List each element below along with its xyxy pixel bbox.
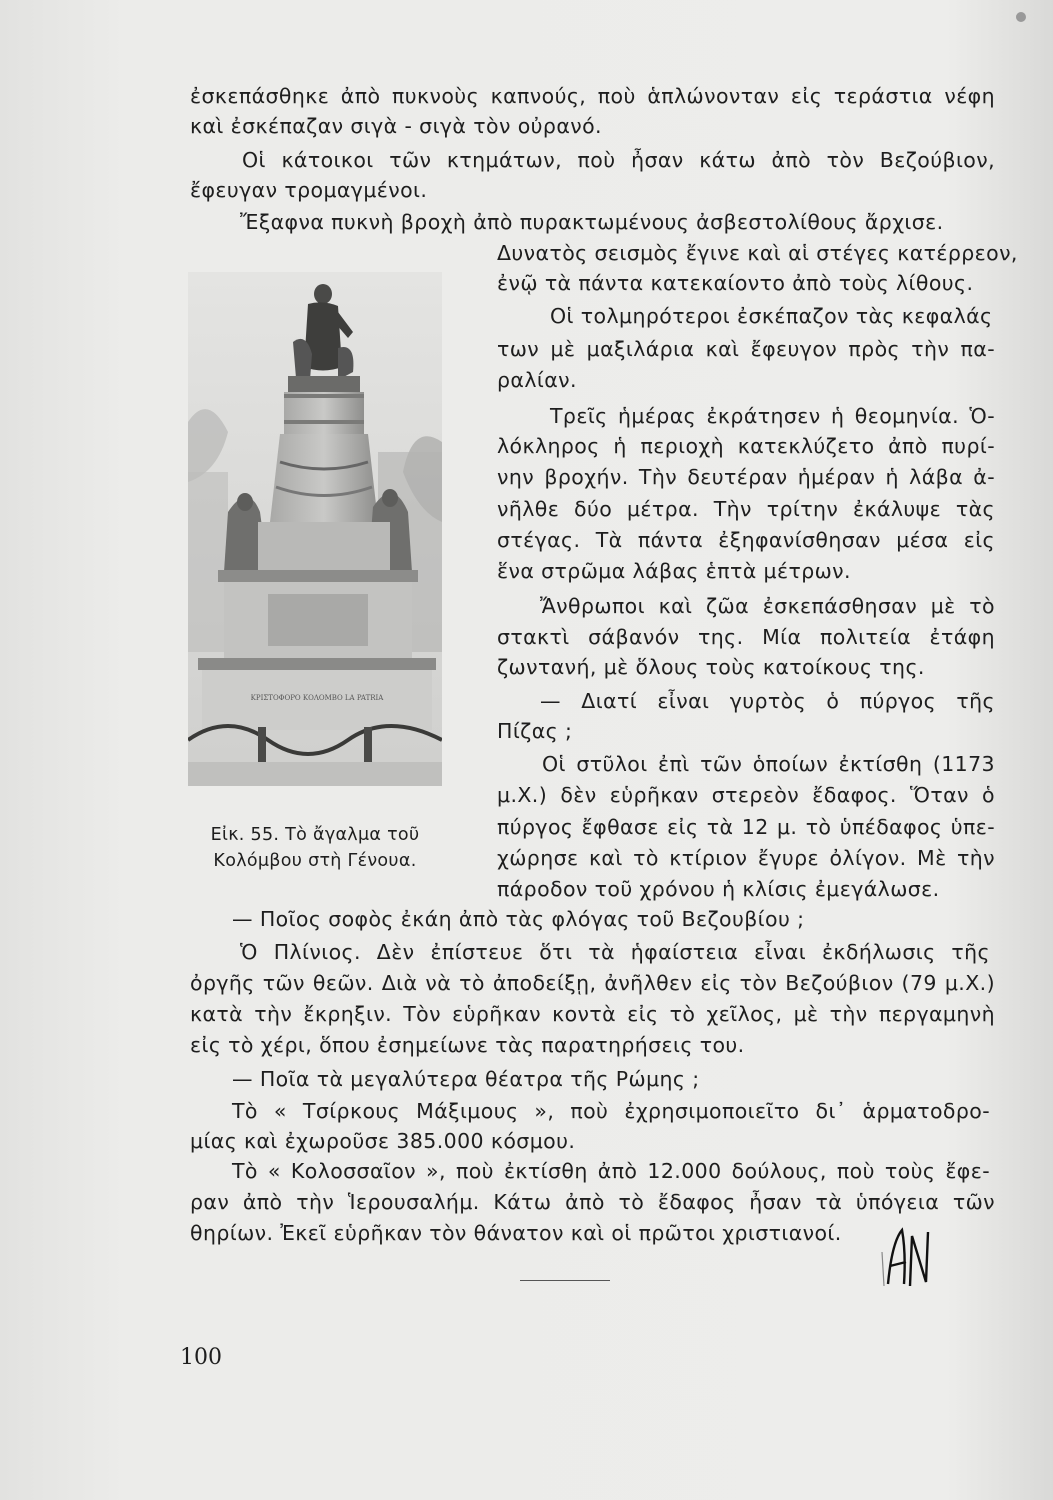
text-line: ἔφευγαν τρομαγμένοι. [190,178,428,202]
text-line: Ἄνθρωποι καὶ ζῶα ἐσκεπάσθησαν μὲ τὸ [540,594,995,618]
text-line: καὶ ἐσκέπαζαν σιγὰ - σιγὰ τὸν οὐρανό. [190,114,602,138]
text-line: των μὲ μαξιλάρια καὶ ἔφευγον πρὸς τὴν πα- [497,337,995,361]
text-line: Πίζας ; [497,719,573,743]
text-line: — Ποῖος σοφὸς ἐκάη ἀπὸ τὰς φλόγας τοῦ Βεζουβίου ; [232,907,805,931]
pedestal-inscription: ΚΡΙΣΤΟΦΟΡΟ ΚΟΛΟΜΒΟ LA PATRIA [250,694,384,702]
text-line: ἐνῷ τὰ πάντα κατεκαίοντο ἀπὸ τοὺς λίθους. [497,271,974,295]
text-line: Οἱ κάτοικοι τῶν κτημάτων, ποὺ ἦσαν κάτω ἀπὸ τὸν Βεζούβιον, [242,148,995,172]
text-line: Τρεῖς ἡμέρας ἐκράτησεν ἡ θεομηνία. Ὁ- [550,404,995,428]
statue-illustration [188,272,442,786]
text-line: μ.Χ.) δὲν εὑρῆκαν στερεὸν ἔδαφος. Ὅταν ὁ [497,783,995,807]
page-number: 100 [180,1345,222,1370]
text-line: χώρησε καὶ τὸ κτίριον ἔγυρε ὀλίγον. Μὲ τὴν [497,846,995,870]
text-line: — Ποῖα τὰ μεγαλύτερα θέατρα τῆς Ρώμης ; [232,1067,700,1091]
figure-caption-line: Εἰκ. 55. Τὸ ἄγαλμα τοῦ [210,825,420,845]
text-line: νῆλθε δύο μέτρα. Τὴν τρίτην ἐκάλυψε τὰς [497,497,995,521]
text-line: Τὸ « Τσίρκους Μάξιμους », ποὺ ἐχρησιμοποιεῖτο δι᾽ ἁρματοδρο- [232,1099,990,1123]
text-line: πύργος ἔφθασε εἰς τὰ 12 μ. τὸ ὑπέδαφος ὑπε- [497,815,995,839]
text-line: ὀργῆς τῶν θεῶν. Διὰ νὰ τὸ ἀποδείξῃ, ἀνῆλθεν εἰς τὸν Βεζούβιον (79 μ.Χ.) [190,971,995,995]
text-line: ραλίαν. [497,368,577,392]
text-line: Δυνατὸς σεισμὸς ἔγινε καὶ αἱ στέγες κατέρρεον, [497,241,1018,265]
text-line: Ὁ Πλίνιος. Δὲν ἐπίστευε ὅτι τὰ ἡφαίστεια εἶναι ἐκδήλωσις τῆς [240,940,990,964]
text-line: στέγας. Τὰ πάντα ἐξηφανίσθησαν μέσα εἰς [497,528,995,552]
text-line: στακτὶ σάβανόν της. Μία πολιτεία ἐτάφη [497,625,995,649]
handwritten-initials [880,1222,940,1292]
text-line: εἰς τὸ χέρι, ὅπου ἐσημείωνε τὰς παρατηρήσεις του. [190,1033,745,1057]
figure-caption-line: Κολόμβου στὴ Γένουα. [213,851,417,871]
text-line: πάροδον τοῦ χρόνου ἡ κλίσις ἐμεγάλωσε. [497,877,940,901]
text-line: κατὰ τὴν ἔκρηξιν. Τὸν εὑρῆκαν κοντὰ εἰς τὸ χεῖλος, μὲ τὴν περγαμηνὴ [190,1002,995,1026]
text-line: ζωντανή, μὲ ὅλους τοὺς κατοίκους της. [497,655,925,679]
corner-mark [1016,12,1026,22]
text-line: μίας καὶ ἐχωροῦσε 385.000 κόσμου. [190,1129,576,1153]
text-line: ραν ἀπὸ τὴν Ἱερουσαλήμ. Κάτω ἀπὸ τὸ ἔδαφος ἦσαν τὰ ὑπόγεια τῶν [190,1190,995,1214]
text-line: Ἔξαφνα πυκνὴ βροχὴ ἀπὸ πυρακτωμένους ἀσβεστολίθους ἄρχισε. [240,210,944,234]
statue-photo [188,272,442,786]
text-line: — Διατί εἶναι γυρτὸς ὁ πύργος τῆς [540,689,995,713]
text-line: Οἱ στῦλοι ἐπὶ τῶν ὁποίων ἐκτίσθη (1173 [542,752,995,776]
text-line: Οἱ τολμηρότεροι ἐσκέπαζον τὰς κεφαλάς [550,304,993,328]
divider-rule [520,1280,610,1281]
text-line: λόκληρος ἡ περιοχὴ κατεκλύζετο ἀπὸ πυρί- [497,434,995,458]
text-line: ἕνα στρῶμα λάβας ἑπτὰ μέτρων. [497,559,851,583]
text-line: θηρίων. Ἐκεῖ εὑρῆκαν τὸν θάνατον καὶ οἱ πρῶτοι χριστιανοί. [190,1221,842,1245]
text-line: νην βροχήν. Τὴν δευτέραν ἡμέραν ἡ λάβα ἀ- [497,465,995,489]
text-line: ἐσκεπάσθηκε ἀπὸ πυκνοὺς καπνούς, ποὺ ἁπλώνονταν εἰς τεράστια νέφη [190,84,995,108]
text-line: Τὸ « Κολοσσαῖον », ποὺ ἐκτίσθη ἀπὸ 12.000 δούλους, ποὺ τοὺς ἔφε- [232,1159,990,1183]
